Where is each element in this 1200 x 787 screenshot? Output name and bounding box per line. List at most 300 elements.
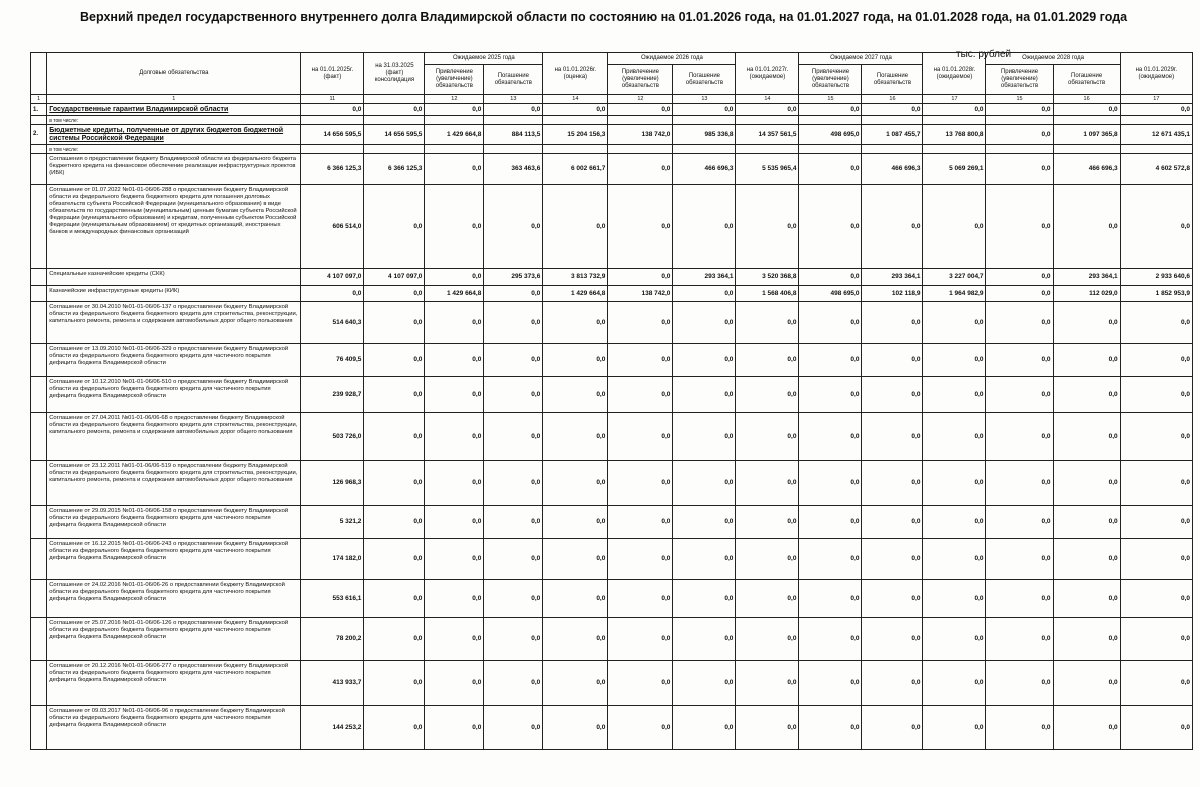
value-cell: 0,0: [484, 660, 543, 705]
column-number-cell: 12: [425, 95, 484, 104]
value-cell: [923, 144, 986, 153]
value-cell: 6 366 125,3: [364, 153, 425, 184]
value-cell: 0,0: [543, 505, 608, 538]
value-cell: 985 336,8: [673, 125, 736, 145]
value-cell: 553 616,1: [301, 579, 364, 617]
value-cell: [673, 144, 736, 153]
value-cell: 0,0: [673, 343, 736, 376]
value-cell: 0,0: [799, 460, 862, 505]
value-cell: 0,0: [484, 184, 543, 268]
row-number: [31, 617, 47, 660]
value-cell: 0,0: [1120, 660, 1192, 705]
value-cell: 1 964 982,9: [923, 285, 986, 301]
table-row: [31, 343, 1193, 376]
table-row: [31, 301, 1193, 343]
value-cell: 0,0: [425, 617, 484, 660]
value-cell: 0,0: [862, 617, 923, 660]
value-cell: 0,0: [923, 705, 986, 749]
column-number-cell: 16: [862, 95, 923, 104]
value-cell: 0,0: [364, 617, 425, 660]
value-cell: [425, 144, 484, 153]
value-cell: 0,0: [862, 301, 923, 343]
value-cell: 12 671 435,1: [1120, 125, 1192, 145]
value-cell: 0,0: [608, 268, 673, 285]
header-exp-2025: Ожидаемое 2025 года: [425, 53, 543, 65]
table-row: [31, 285, 1193, 301]
value-cell: 0,0: [923, 184, 986, 268]
column-number-cell: 15: [799, 95, 862, 104]
value-cell: 363 463,6: [484, 153, 543, 184]
value-cell: 5 535 965,4: [736, 153, 799, 184]
value-cell: 0,0: [986, 412, 1053, 460]
header-exp-2028: Ожидаемое 2028 года: [986, 53, 1120, 65]
value-cell: [799, 116, 862, 125]
value-cell: 1 852 953,9: [1120, 285, 1192, 301]
value-cell: 0,0: [1053, 343, 1120, 376]
value-cell: 0,0: [484, 285, 543, 301]
value-cell: 0,0: [1120, 376, 1192, 412]
value-cell: 0,0: [484, 104, 543, 116]
value-cell: 126 968,3: [301, 460, 364, 505]
value-cell: 0,0: [425, 579, 484, 617]
header-2029: на 01.01.2029г. (ожидаемое): [1120, 53, 1192, 95]
value-cell: 0,0: [364, 343, 425, 376]
row-description: Соглашение от 30.04.2010 №01-01-06/06-137 о предоставлении бюджету Владимирской области из федерального бюджета бюджетного кредита для строительства, реконструкции, капитального ремонта, ремонта и содержания автомобильных дорог общего пользования: [47, 301, 301, 343]
value-cell: 0,0: [923, 505, 986, 538]
value-cell: 0,0: [736, 538, 799, 579]
value-cell: 0,0: [1120, 617, 1192, 660]
value-cell: 0,0: [608, 301, 673, 343]
value-cell: 0,0: [862, 376, 923, 412]
value-cell: 0,0: [799, 412, 862, 460]
value-cell: 0,0: [1053, 705, 1120, 749]
value-cell: [1053, 144, 1120, 153]
row-number: [31, 460, 47, 505]
value-cell: 0,0: [425, 538, 484, 579]
value-cell: 0,0: [736, 184, 799, 268]
value-cell: 0,0: [1053, 460, 1120, 505]
value-cell: 0,0: [986, 376, 1053, 412]
row-description: Соглашение от 29.09.2015 №01-01-06/06-158 о предоставлении бюджету Владимирской области из федерального бюджета бюджетного кредита для частичного покрытия дефицита бюджета Владимирской области: [47, 505, 301, 538]
value-cell: 0,0: [364, 538, 425, 579]
value-cell: 498 695,0: [799, 285, 862, 301]
value-cell: 1 429 664,8: [425, 285, 484, 301]
value-cell: 0,0: [862, 184, 923, 268]
value-cell: 0,0: [543, 376, 608, 412]
value-cell: 0,0: [736, 505, 799, 538]
row-number: [31, 660, 47, 705]
value-cell: [425, 116, 484, 125]
value-cell: 0,0: [608, 617, 673, 660]
value-cell: 0,0: [1120, 538, 1192, 579]
value-cell: 0,0: [543, 104, 608, 116]
column-number-cell: 16: [1053, 95, 1120, 104]
value-cell: 2 933 640,6: [1120, 268, 1192, 285]
value-cell: 3 520 368,8: [736, 268, 799, 285]
row-number: [31, 116, 47, 125]
column-number-cell: 17: [1120, 95, 1192, 104]
value-cell: 0,0: [425, 184, 484, 268]
column-number-cell: 13: [484, 95, 543, 104]
value-cell: [608, 144, 673, 153]
value-cell: 0,0: [608, 412, 673, 460]
value-cell: 0,0: [923, 579, 986, 617]
table-header: [31, 53, 1193, 95]
value-cell: [1120, 116, 1192, 125]
table-row: [31, 184, 1193, 268]
value-cell: [923, 116, 986, 125]
value-cell: 15 204 156,3: [543, 125, 608, 145]
value-cell: [736, 144, 799, 153]
table-row: [31, 538, 1193, 579]
value-cell: 0,0: [986, 125, 1053, 145]
value-cell: 0,0: [799, 343, 862, 376]
value-cell: 0,0: [484, 538, 543, 579]
header-rep-2027: Погашение обязательств: [862, 65, 923, 95]
value-cell: 0,0: [986, 343, 1053, 376]
value-cell: 0,0: [799, 376, 862, 412]
value-cell: 293 364,1: [1053, 268, 1120, 285]
value-cell: [986, 116, 1053, 125]
value-cell: 0,0: [1053, 104, 1120, 116]
value-cell: 4 107 097,0: [364, 268, 425, 285]
value-cell: 0,0: [1053, 505, 1120, 538]
value-cell: 0,0: [986, 617, 1053, 660]
value-cell: 0,0: [986, 104, 1053, 116]
value-cell: 0,0: [673, 412, 736, 460]
value-cell: 239 928,7: [301, 376, 364, 412]
value-cell: 0,0: [923, 460, 986, 505]
value-cell: 0,0: [1120, 412, 1192, 460]
value-cell: 0,0: [1120, 104, 1192, 116]
header-rep-2026: Погашение обязательств: [673, 65, 736, 95]
value-cell: 514 640,3: [301, 301, 364, 343]
value-cell: 0,0: [986, 538, 1053, 579]
value-cell: 0,0: [673, 460, 736, 505]
value-cell: 0,0: [608, 343, 673, 376]
row-number: [31, 268, 47, 285]
value-cell: 0,0: [425, 268, 484, 285]
value-cell: 0,0: [736, 617, 799, 660]
value-cell: 293 364,1: [862, 268, 923, 285]
value-cell: 413 933,7: [301, 660, 364, 705]
value-cell: 293 364,1: [673, 268, 736, 285]
value-cell: 76 409,5: [301, 343, 364, 376]
row-description: Соглашение от 20.12.2016 №01-01-06/06-277 о предоставлении бюджету Владимирской области из федерального бюджета бюджетного кредита для частичного покрытия дефицита бюджета Владимирской области: [47, 660, 301, 705]
value-cell: 4 602 572,8: [1120, 153, 1192, 184]
header-2026: на 01.01.2026г. (оценка): [543, 53, 608, 95]
column-number-cell: 12: [608, 95, 673, 104]
value-cell: 0,0: [736, 460, 799, 505]
value-cell: 0,0: [364, 660, 425, 705]
value-cell: 0,0: [543, 412, 608, 460]
value-cell: [986, 144, 1053, 153]
value-cell: 884 113,5: [484, 125, 543, 145]
value-cell: 0,0: [986, 268, 1053, 285]
value-cell: 0,0: [484, 376, 543, 412]
value-cell: 0,0: [543, 617, 608, 660]
value-cell: 102 118,9: [862, 285, 923, 301]
value-cell: [484, 116, 543, 125]
value-cell: 0,0: [608, 153, 673, 184]
row-number: 1.: [31, 104, 47, 116]
value-cell: 1 429 664,8: [543, 285, 608, 301]
value-cell: 0,0: [364, 301, 425, 343]
row-description: Соглашение от 27.04.2011 №01-01-06/06-68 о предоставлении бюджету Владимирской области из федерального бюджета бюджетного кредита для строительства, реконструкции, капитального ремонта, ремонта и содержания автомобильных дорог общего пользования: [47, 412, 301, 460]
value-cell: 0,0: [484, 505, 543, 538]
value-cell: 0,0: [543, 460, 608, 505]
row-description: Соглашение от 09.03.2017 №01-01-06/06-96 о предоставлении бюджету Владимирской области из федерального бюджета бюджетного кредита для частичного покрытия дефицита бюджета Владимирской области: [47, 705, 301, 749]
value-cell: 0,0: [425, 301, 484, 343]
value-cell: 0,0: [799, 538, 862, 579]
column-number-cell: 1: [31, 95, 47, 104]
value-cell: 13 768 800,8: [923, 125, 986, 145]
value-cell: [862, 116, 923, 125]
row-description: Казначейские инфраструктурные кредиты (КИК): [47, 285, 301, 301]
row-number: [31, 705, 47, 749]
value-cell: [799, 144, 862, 153]
value-cell: [736, 116, 799, 125]
value-cell: 0,0: [1120, 505, 1192, 538]
value-cell: 112 029,0: [1053, 285, 1120, 301]
value-cell: 0,0: [862, 505, 923, 538]
value-cell: 0,0: [1120, 579, 1192, 617]
value-cell: 3 813 732,9: [543, 268, 608, 285]
row-number: [31, 579, 47, 617]
row-description: в том числе:: [47, 144, 301, 153]
row-description: Соглашение от 16.12.2015 №01-01-06/06-243 о предоставлении бюджету Владимирской области из федерального бюджета бюджетного кредита для частичного покрытия дефицита бюджета Владимирской области: [47, 538, 301, 579]
column-number-cell: 14: [543, 95, 608, 104]
value-cell: 0,0: [543, 660, 608, 705]
value-cell: 0,0: [862, 660, 923, 705]
column-number-cell: 17: [923, 95, 986, 104]
value-cell: 0,0: [425, 153, 484, 184]
value-cell: 6 366 125,3: [301, 153, 364, 184]
value-cell: 0,0: [986, 505, 1053, 538]
value-cell: 0,0: [425, 505, 484, 538]
header-exp-2026: Ожидаемое 2026 года: [608, 53, 736, 65]
value-cell: 0,0: [608, 184, 673, 268]
value-cell: 503 726,0: [301, 412, 364, 460]
value-cell: 0,0: [736, 301, 799, 343]
value-cell: 466 696,3: [1053, 153, 1120, 184]
value-cell: 0,0: [799, 579, 862, 617]
value-cell: 0,0: [364, 460, 425, 505]
value-cell: 4 107 097,0: [301, 268, 364, 285]
value-cell: 0,0: [1120, 343, 1192, 376]
header-inc-2028: Привлечение (увеличение) обязательств: [986, 65, 1053, 95]
value-cell: 0,0: [673, 376, 736, 412]
row-number: [31, 505, 47, 538]
value-cell: 0,0: [862, 538, 923, 579]
value-cell: [301, 116, 364, 125]
value-cell: 0,0: [425, 460, 484, 505]
value-cell: 0,0: [364, 104, 425, 116]
value-cell: 0,0: [364, 412, 425, 460]
unit-label: тыс. рублей: [956, 49, 1012, 60]
table-row: [31, 660, 1193, 705]
value-cell: 0,0: [608, 705, 673, 749]
value-cell: 0,0: [923, 538, 986, 579]
value-cell: 14 656 595,5: [364, 125, 425, 145]
value-cell: 0,0: [673, 660, 736, 705]
value-cell: 0,0: [986, 660, 1053, 705]
value-cell: 0,0: [301, 285, 364, 301]
value-cell: 0,0: [484, 412, 543, 460]
value-cell: 498 695,0: [799, 125, 862, 145]
value-cell: 0,0: [923, 301, 986, 343]
value-cell: 0,0: [923, 343, 986, 376]
value-cell: 0,0: [425, 376, 484, 412]
value-cell: 0,0: [1053, 376, 1120, 412]
row-description: Специальные казначейские кредиты (СКК): [47, 268, 301, 285]
table-body: [31, 95, 1193, 750]
header-2027: на 01.01.2027г. (ожидаемое): [736, 53, 799, 95]
value-cell: [673, 116, 736, 125]
value-cell: 78 200,2: [301, 617, 364, 660]
value-cell: [1053, 116, 1120, 125]
value-cell: [862, 144, 923, 153]
value-cell: 0,0: [862, 104, 923, 116]
value-cell: 0,0: [608, 376, 673, 412]
value-cell: 0,0: [799, 705, 862, 749]
value-cell: 0,0: [608, 538, 673, 579]
header-inc-2025: Привлечение (увеличение) обязательств: [425, 65, 484, 95]
value-cell: 0,0: [862, 705, 923, 749]
table-row: [31, 104, 1193, 116]
table-row: [31, 579, 1193, 617]
row-number: [31, 376, 47, 412]
row-description: Соглашение от 25.07.2016 №01-01-06/06-126 о предоставлении бюджету Владимирской области из федерального бюджета бюджетного кредита для частичного покрытия дефицита бюджета Владимирской области: [47, 617, 301, 660]
value-cell: 0,0: [543, 184, 608, 268]
value-cell: 606 514,0: [301, 184, 364, 268]
row-number: [31, 538, 47, 579]
header-inc-2027: Привлечение (увеличение) обязательств: [799, 65, 862, 95]
value-cell: 0,0: [923, 104, 986, 116]
value-cell: 0,0: [673, 505, 736, 538]
table-row: [31, 617, 1193, 660]
value-cell: 0,0: [799, 660, 862, 705]
table-row: [31, 116, 1193, 125]
value-cell: 0,0: [1120, 301, 1192, 343]
value-cell: 0,0: [543, 343, 608, 376]
value-cell: 0,0: [986, 184, 1053, 268]
table-row: [31, 705, 1193, 749]
row-number: [31, 301, 47, 343]
value-cell: 0,0: [364, 505, 425, 538]
table-row: [31, 412, 1193, 460]
value-cell: 0,0: [484, 460, 543, 505]
value-cell: 0,0: [1053, 660, 1120, 705]
value-cell: 0,0: [608, 660, 673, 705]
value-cell: 0,0: [923, 660, 986, 705]
row-description: Соглашение от 23.12.2011 №01-01-06/06-519 о предоставлении бюджету Владимирской области из федерального бюджета бюджетного кредита для строительства, реконструкции, капитального ремонта, ремонта и содержания автомобильных дорог общего пользования: [47, 460, 301, 505]
value-cell: 0,0: [1053, 579, 1120, 617]
value-cell: 1 429 664,8: [425, 125, 484, 145]
value-cell: 138 742,0: [608, 125, 673, 145]
value-cell: 0,0: [799, 184, 862, 268]
value-cell: 6 002 661,7: [543, 153, 608, 184]
row-description: Соглашения о предоставлении бюджету Владимирской области из федерального бюджета бюджетного кредита на финансовое обеспечение реализации инфраструктурных проектов (ИБК): [47, 153, 301, 184]
row-description: Соглашение от 01.07.2022 №01-01-06/06-288 о предоставлении бюджету Владимирской области из федерального бюджета бюджетного кредита для погашения долговых обязательств субъекта Российской Федерации (муниципального образования) в виде обязательств по государственным (муниципальным) ценным бумагам субъекта Российской Федерации (муниципального образования) и кредитам, полученным субъектом Российской Федерации (муниципальным образованием) от кредитных организаций, иностранных банков и международных финансовых организаций: [47, 184, 301, 268]
value-cell: 466 696,3: [862, 153, 923, 184]
header-rep-2028: Погашение обязательств: [1053, 65, 1120, 95]
value-cell: 0,0: [673, 705, 736, 749]
header-exp-2027: Ожидаемое 2027 года: [799, 53, 923, 65]
value-cell: 0,0: [484, 617, 543, 660]
value-cell: 0,0: [986, 285, 1053, 301]
value-cell: 0,0: [364, 376, 425, 412]
header-2025: на 01.01.2025г. (факт): [301, 53, 364, 95]
row-number: [31, 343, 47, 376]
value-cell: 0,0: [608, 104, 673, 116]
row-description: Соглашение от 24.02.2016 №01-01-06/06-26 о предоставлении бюджету Владимирской области из федерального бюджета бюджетного кредита для частичного покрытия дефицита бюджета Владимирской области: [47, 579, 301, 617]
value-cell: [364, 144, 425, 153]
value-cell: 1 568 406,8: [736, 285, 799, 301]
value-cell: 0,0: [799, 104, 862, 116]
value-cell: 0,0: [673, 617, 736, 660]
value-cell: 0,0: [1053, 184, 1120, 268]
value-cell: 0,0: [923, 617, 986, 660]
column-number-cell: 15: [986, 95, 1053, 104]
value-cell: 0,0: [543, 705, 608, 749]
table-row: [31, 460, 1193, 505]
value-cell: [1120, 144, 1192, 153]
value-cell: 0,0: [608, 579, 673, 617]
table-row: [31, 376, 1193, 412]
value-cell: 0,0: [673, 579, 736, 617]
value-cell: 0,0: [673, 285, 736, 301]
value-cell: 0,0: [673, 538, 736, 579]
value-cell: 0,0: [484, 301, 543, 343]
header-2028: на 01.01.2028г. (ожидаемое): [923, 53, 986, 95]
row-number: [31, 184, 47, 268]
header-cell-nr: [31, 53, 47, 95]
row-description: Соглашение от 13.09.2010 №01-01-06/06-329 о предоставлении бюджету Владимирской области из федерального бюджета бюджетного кредита для частичного покрытия дефицита бюджета Владимирской области: [47, 343, 301, 376]
value-cell: 0,0: [736, 660, 799, 705]
row-number: [31, 285, 47, 301]
value-cell: 0,0: [364, 184, 425, 268]
value-cell: 0,0: [543, 538, 608, 579]
value-cell: 0,0: [364, 579, 425, 617]
value-cell: 14 357 561,5: [736, 125, 799, 145]
value-cell: 0,0: [484, 705, 543, 749]
value-cell: 0,0: [608, 505, 673, 538]
value-cell: [484, 144, 543, 153]
value-cell: 0,0: [986, 153, 1053, 184]
value-cell: 0,0: [923, 376, 986, 412]
value-cell: 0,0: [862, 460, 923, 505]
value-cell: 0,0: [986, 705, 1053, 749]
value-cell: 0,0: [862, 579, 923, 617]
value-cell: 1 097 365,8: [1053, 125, 1120, 145]
value-cell: 0,0: [1053, 617, 1120, 660]
header-0325: на 31.03.2025 (факт) консолидация: [364, 53, 425, 95]
debt-table: [30, 52, 1193, 750]
value-cell: 14 656 595,5: [301, 125, 364, 145]
row-number: [31, 144, 47, 153]
table-row: [31, 153, 1193, 184]
value-cell: 0,0: [799, 153, 862, 184]
value-cell: 0,0: [736, 343, 799, 376]
value-cell: [543, 116, 608, 125]
value-cell: 0,0: [425, 412, 484, 460]
column-number-cell: 13: [673, 95, 736, 104]
row-number: 2.: [31, 125, 47, 145]
value-cell: 0,0: [736, 104, 799, 116]
value-cell: 0,0: [736, 376, 799, 412]
value-cell: 0,0: [364, 285, 425, 301]
